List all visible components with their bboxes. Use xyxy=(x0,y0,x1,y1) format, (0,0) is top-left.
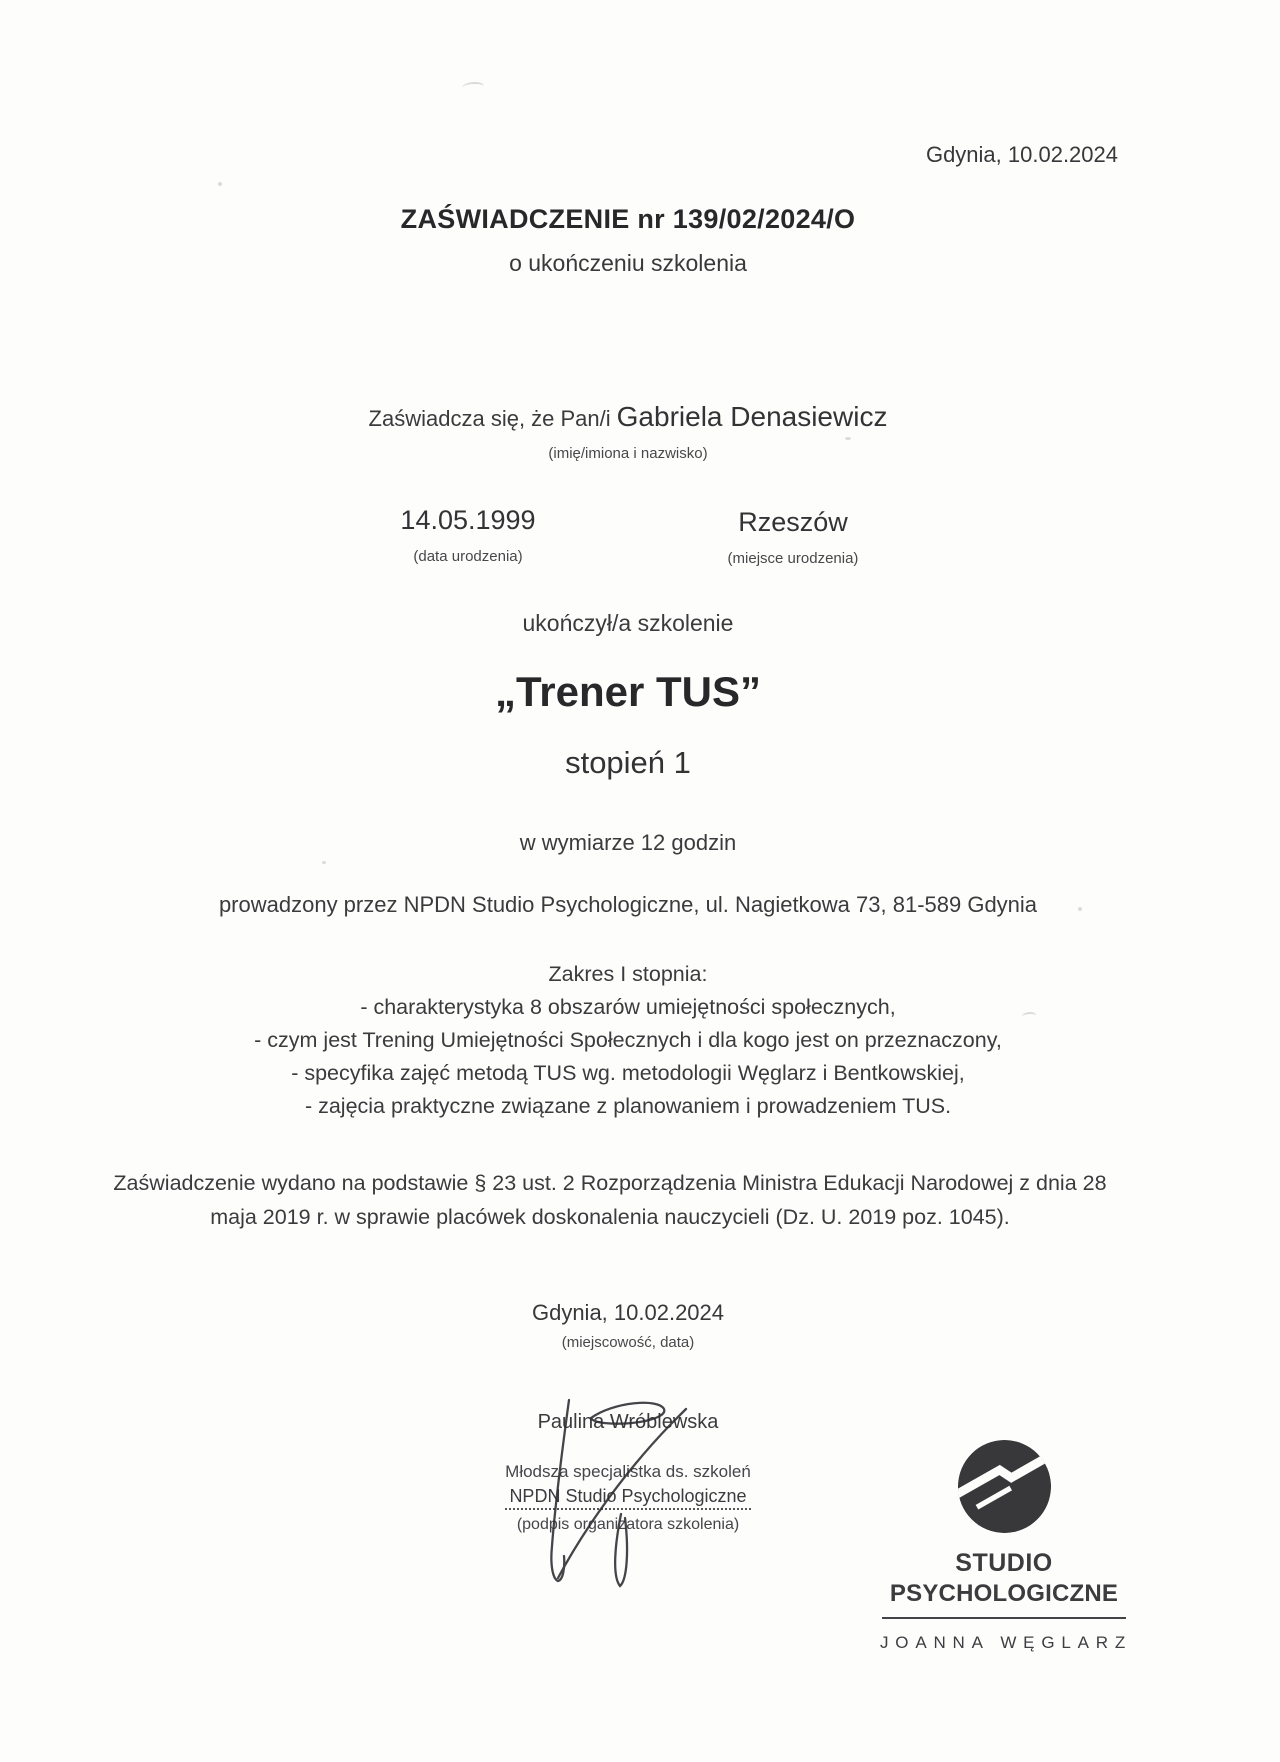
scan-artifact xyxy=(845,437,851,440)
scan-artifact xyxy=(462,82,484,92)
handwritten-signature-icon xyxy=(495,1396,725,1596)
course-duration: w wymiarze 12 godzin xyxy=(519,830,737,855)
scope-block xyxy=(0,958,1256,1123)
handshake-logo-icon xyxy=(956,1438,1053,1535)
issue-place-date-label: (miejscowość, data) xyxy=(561,1334,695,1351)
issue-date-top: Gdynia, 10.02.2024 xyxy=(925,142,1118,167)
recipient-intro-text: Zaświadcza się, że Pan/i xyxy=(368,406,611,431)
recipient-intro-line xyxy=(0,401,1256,433)
birth-place-value: Rzeszów xyxy=(738,507,848,537)
completed-training-line: ukończył/a szkolenie xyxy=(522,610,734,636)
issue-place-date: Gdynia, 10.02.2024 xyxy=(531,1300,725,1325)
birth-date-label: (data urodzenia) xyxy=(413,548,523,565)
birth-place-block xyxy=(668,507,918,567)
birth-place-label: (miejsce urodzenia) xyxy=(727,550,859,567)
logo-text-line2: PSYCHOLOGICZNE xyxy=(889,1580,1119,1607)
scope-heading: Zakres I stopnia: xyxy=(548,962,708,986)
scope-item: - czym jest Trening Umiejętności Społecznych i dla kogo jest on przeznaczony, xyxy=(254,1028,1002,1052)
legal-basis-text: Zaświadczenie wydano na podstawie § 23 ust. 2 Rozporządzenia Ministra Edukacji Narodowej z dnia 28 maja 2019 r. w sprawie placówek doskonalenia nauczycieli (Dz. U. 2019 poz. 1045). xyxy=(113,1171,1107,1229)
signature-caption: (podpis organizatora szkolenia) xyxy=(516,1516,740,1533)
birth-date-block xyxy=(348,505,588,565)
course-title: „Trener TUS” xyxy=(494,668,762,715)
logo-text-line1: STUDIO xyxy=(955,1549,1053,1577)
signer-organization-text: NPDN Studio Psychologiczne xyxy=(505,1486,750,1510)
certificate-title: ZAŚWIADCZENIE nr 139/02/2024/O xyxy=(400,204,856,234)
recipient-name: Gabriela Denasiewicz xyxy=(616,401,888,432)
scope-item: - specyfika zajęć metodą TUS wg. metodologii Węglarz i Bentkowskiej, xyxy=(291,1061,965,1085)
studio-logo-block xyxy=(880,1438,1133,1653)
logo-divider xyxy=(882,1617,1126,1619)
birth-date-value: 14.05.1999 xyxy=(400,505,536,535)
scan-artifact xyxy=(218,182,222,186)
logo-owner-name: JOANNA WĘGLARZ xyxy=(880,1633,1133,1652)
recipient-name-label: (imię/imiona i nazwisko) xyxy=(548,445,708,462)
course-level: stopień 1 xyxy=(565,745,691,780)
signer-name: Paulina Wróblewska xyxy=(537,1411,719,1433)
scope-item: - zajęcia praktyczne związane z planowaniem i prowadzeniem TUS. xyxy=(304,1094,952,1118)
scan-artifact xyxy=(322,861,326,864)
course-provider: prowadzony przez NPDN Studio Psychologiczne, ul. Nagietkowa 73, 81-589 Gdynia xyxy=(218,892,1038,917)
scope-item: - charakterystyka 8 obszarów umiejętności społecznych, xyxy=(360,995,896,1019)
certificate-subtitle: o ukończeniu szkolenia xyxy=(509,250,747,276)
signer-role: Młodsza specjalistka ds. szkoleń xyxy=(505,1462,751,1481)
